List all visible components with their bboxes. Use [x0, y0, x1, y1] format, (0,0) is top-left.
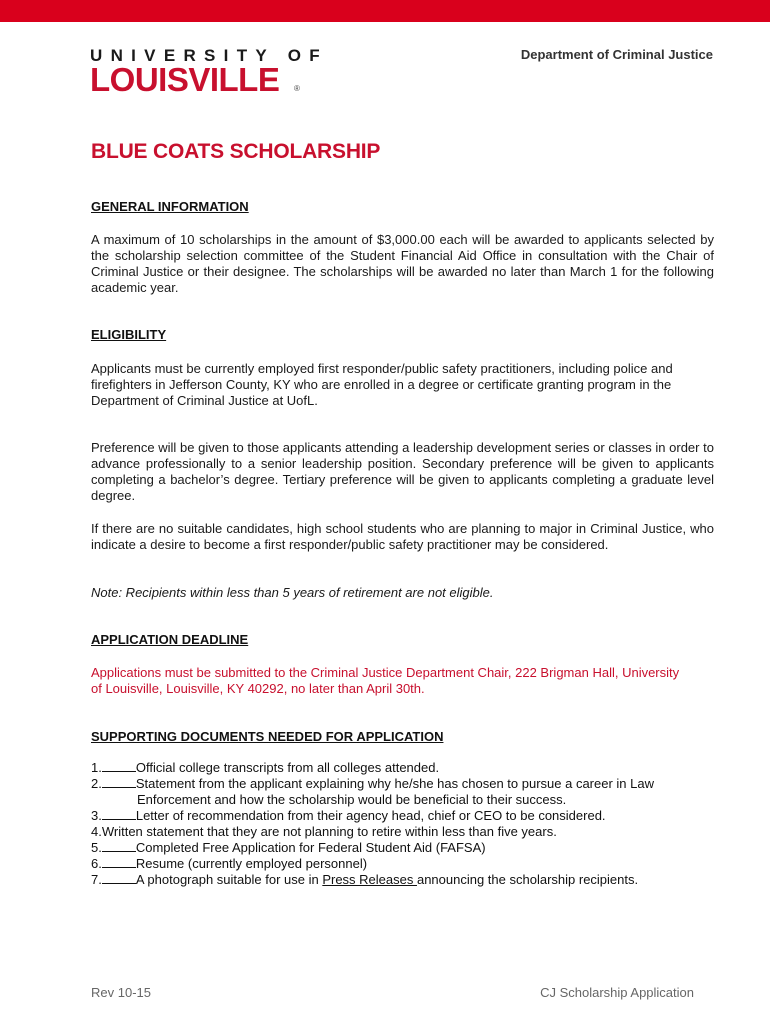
- application-deadline-text: Applications must be submitted to the Criminal Justice Department Chair, 222 Brigman Hall, University of Louisville, Louisville, KY 40292, no later than April 30th.: [91, 665, 680, 696]
- university-logo: [90, 46, 328, 98]
- blank-line: [102, 856, 136, 868]
- list-item-continuation: Enforcement and how the scholarship would be beneficial to their success.: [137, 792, 567, 807]
- logo-line-louisville: LOUISVILLE: [90, 61, 280, 98]
- general-information-text: A maximum of 10 scholarships in the amount of $3,000.00 each will be awarded to applicants selected by the scholarship selection committee of the Student Financial Aid Office in consultation with the Chair of Criminal Justice or their designee. The scholarships will be awarded no later than March 1 for the following academic year.: [91, 232, 714, 295]
- list-item: 2. Statement from the applicant explaining why he/she has chosen to pursue a career in Law: [91, 776, 654, 791]
- top-color-bar: [0, 0, 770, 22]
- list-item: 7. A photograph suitable for use in Press Releases announcing the scholarship recipients.: [91, 872, 639, 887]
- blank-line: [102, 808, 136, 820]
- blank-line: [102, 872, 136, 884]
- list-item: 4.Written statement that they are not planning to retire within less than five years.: [91, 824, 557, 839]
- press-releases-link[interactable]: Press Releases: [322, 872, 417, 887]
- logo-line-university-of: UNIVERSITY OF: [90, 46, 328, 65]
- footer-revision: Rev 10-15: [91, 985, 151, 1000]
- list-item: 3. Letter of recommendation from their agency head, chief or CEO to be considered.: [91, 808, 606, 823]
- registered-mark: ®: [294, 84, 300, 93]
- supporting-documents-heading: SUPPORTING DOCUMENTS NEEDED FOR APPLICATION: [91, 729, 444, 744]
- blank-line: [102, 840, 136, 852]
- list-item: 6. Resume (currently employed personnel): [91, 856, 368, 871]
- page-title: BLUE COATS SCHOLARSHIP: [91, 140, 381, 163]
- eligibility-paragraph-2: Preference will be given to those applicants attending a leadership development series or classes in order to advance professionally to a senior leadership position. Secondary preference will be given to applicants completing a bachelor’s degree. Tertiary preference will be given to applicants completing a graduate level degree.: [91, 440, 714, 503]
- department-name: Department of Criminal Justice: [520, 47, 713, 62]
- blank-line: [102, 776, 136, 788]
- general-information-heading: GENERAL INFORMATION: [91, 199, 249, 214]
- list-item: 1. Official college transcripts from all colleges attended.: [91, 760, 440, 775]
- list-item: 5. Completed Free Application for Federal Student Aid (FAFSA): [91, 840, 486, 855]
- blank-line: [102, 760, 136, 772]
- application-deadline-heading: APPLICATION DEADLINE: [91, 632, 249, 647]
- footer-document-name: CJ Scholarship Application: [540, 985, 694, 1000]
- eligibility-note: Note: Recipients within less than 5 years of retirement are not eligible.: [91, 585, 494, 600]
- eligibility-paragraph-3: If there are no suitable candidates, high school students who are planning to major in Criminal Justice, who indicate a desire to become a first responder/public safety practitioner may be considered.: [91, 521, 714, 552]
- eligibility-paragraph-1: Applicants must be currently employed first responder/public safety practitioners, including police and firefighters in Jefferson County, KY who are enrolled in a degree or certificate granting program in the Department of Criminal Justice at UofL.: [91, 361, 673, 408]
- supporting-documents-list: [91, 760, 714, 888]
- eligibility-heading: ELIGIBILITY: [91, 327, 167, 342]
